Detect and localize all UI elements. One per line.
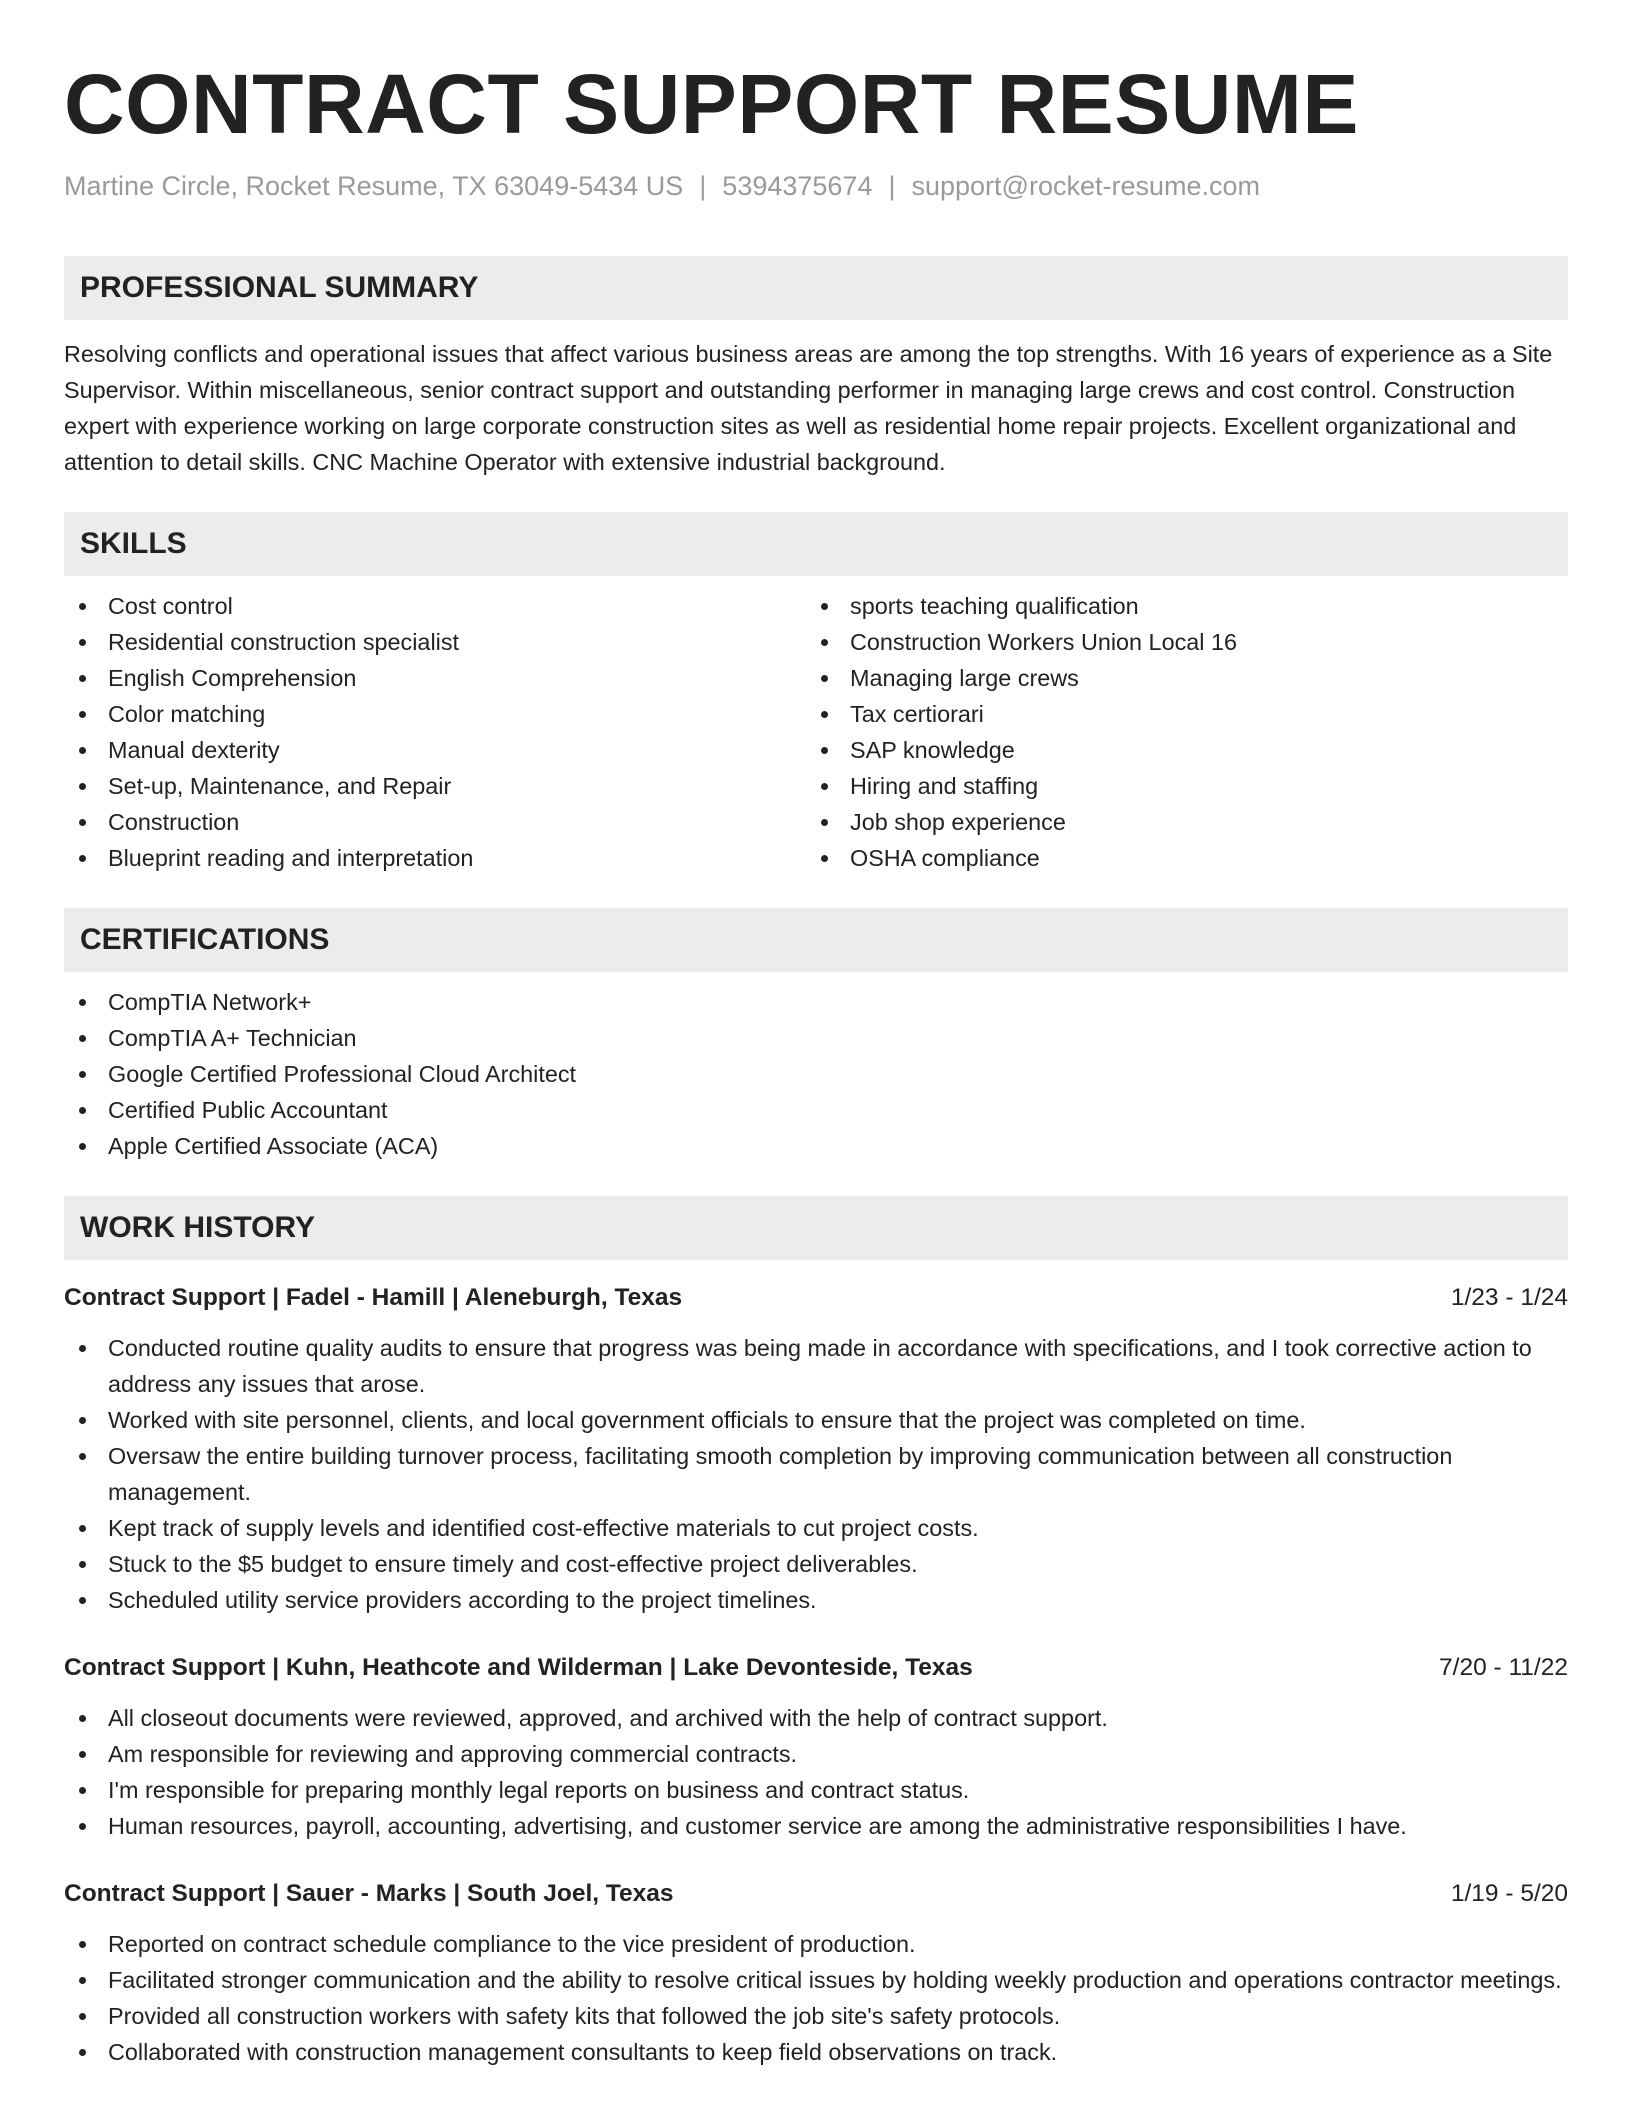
job-bullet: Am responsible for reviewing and approving commercial contracts. <box>64 1736 1568 1772</box>
certification-item: Apple Certified Associate (ACA) <box>64 1128 1568 1164</box>
contact-separator: | <box>888 171 896 201</box>
job-header <box>64 1280 1568 1316</box>
skill-item: Tax certiorari <box>806 696 1548 732</box>
skill-item: SAP knowledge <box>806 732 1548 768</box>
certification-item: CompTIA Network+ <box>64 984 1568 1020</box>
job-dates: 7/20 - 11/22 <box>1439 1654 1568 1681</box>
job-bullet: Collaborated with construction management consultants to keep field observations on track. <box>64 2034 1568 2070</box>
skill-item: Manual dexterity <box>64 732 806 768</box>
resume-title: CONTRACT SUPPORT RESUME <box>64 57 1359 151</box>
professional-summary-section <box>64 256 1568 480</box>
skills-heading: SKILLS <box>64 512 1568 576</box>
summary-text: Resolving conflicts and operational issues that affect various business areas are among the top strengths. With 16 years of experience as a Site Supervisor. Within miscellaneous, senior contract support and outstanding performer in managing large crews and cost control. Construction expert with experience working on large corporate construction sites as well as residential home repair projects. Excellent organizational and attention to detail skills. CNC Machine Operator with extensive industrial background. <box>64 341 1553 475</box>
job-bullet: Worked with site personnel, clients, and local government officials to ensure that the project was completed on time. <box>64 1402 1568 1438</box>
job-bullet: Stuck to the $5 budget to ensure timely and cost-effective project deliverables. <box>64 1546 1568 1582</box>
job-title: Contract Support | Fadel - Hamill | Aleneburgh, Texas <box>64 1284 683 1311</box>
email-text: support@rocket-resume.com <box>911 171 1261 201</box>
certifications-list <box>64 984 1568 1164</box>
job-bullet: Conducted routine quality audits to ensure that progress was being made in accordance with specifications, and I took corrective action to address any issues that arose. <box>64 1330 1568 1402</box>
contact-separator: | <box>699 171 707 201</box>
skill-item: Construction <box>64 804 806 840</box>
job-title: Contract Support | Sauer - Marks | South Joel, Texas <box>64 1880 674 1907</box>
summary-heading: PROFESSIONAL SUMMARY <box>64 256 1568 320</box>
skills-section <box>64 512 1568 876</box>
skill-item: Set-up, Maintenance, and Repair <box>64 768 806 804</box>
job-title: Contract Support | Kuhn, Heathcote and Wilderman | Lake Devonteside, Texas <box>64 1654 973 1681</box>
phone-text: 5394375674 <box>722 171 873 201</box>
address-text: Martine Circle, Rocket Resume, TX 63049-5434 US <box>64 171 684 201</box>
skills-grid <box>64 588 1568 876</box>
work-history-section <box>64 1196 1568 2070</box>
job-dates: 1/19 - 5/20 <box>1450 1880 1568 1907</box>
job-bullet: I'm responsible for preparing monthly legal reports on business and contract status. <box>64 1772 1568 1808</box>
job-header <box>64 1650 1568 1686</box>
skill-item: Blueprint reading and interpretation <box>64 840 806 876</box>
skill-item: Managing large crews <box>806 660 1548 696</box>
skill-item: Construction Workers Union Local 16 <box>806 624 1548 660</box>
skills-list-left <box>64 588 806 876</box>
skill-item: Cost control <box>64 588 806 624</box>
certifications-section <box>64 908 1568 1164</box>
job-bullets <box>64 1926 1568 2070</box>
skill-item: Residential construction specialist <box>64 624 806 660</box>
contact-line <box>64 168 1568 204</box>
skill-item: Job shop experience <box>806 804 1548 840</box>
certifications-heading: CERTIFICATIONS <box>64 908 1568 972</box>
job-bullet: All closeout documents were reviewed, approved, and archived with the help of contract support. <box>64 1700 1568 1736</box>
job-bullet: Kept track of supply levels and identified cost-effective materials to cut project costs. <box>64 1510 1568 1546</box>
skill-item: sports teaching qualification <box>806 588 1548 624</box>
job-entry <box>64 1876 1568 2070</box>
job-bullet: Scheduled utility service providers according to the project timelines. <box>64 1582 1568 1618</box>
job-bullet: Oversaw the entire building turnover process, facilitating smooth completion by improving communication between all construction management. <box>64 1438 1568 1510</box>
job-bullet: Facilitated stronger communication and the ability to resolve critical issues by holding weekly production and operations contractor meetings. <box>64 1962 1568 1998</box>
skill-item: English Comprehension <box>64 660 806 696</box>
work-history-heading: WORK HISTORY <box>64 1196 1568 1260</box>
job-bullet: Provided all construction workers with safety kits that followed the job site's safety protocols. <box>64 1998 1568 2034</box>
skill-item: Hiring and staffing <box>806 768 1548 804</box>
job-dates: 1/23 - 1/24 <box>1450 1284 1568 1311</box>
job-bullet: Human resources, payroll, accounting, advertising, and customer service are among the administrative responsibilities I have. <box>64 1808 1568 1844</box>
job-bullets <box>64 1700 1568 1844</box>
certification-item: CompTIA A+ Technician <box>64 1020 1568 1056</box>
job-entry <box>64 1280 1568 1618</box>
skills-list-right <box>806 588 1548 876</box>
job-bullet: Reported on contract schedule compliance to the vice president of production. <box>64 1926 1568 1962</box>
certification-item: Google Certified Professional Cloud Architect <box>64 1056 1568 1092</box>
job-header <box>64 1876 1568 1912</box>
certification-item: Certified Public Accountant <box>64 1092 1568 1128</box>
skill-item: OSHA compliance <box>806 840 1548 876</box>
job-entry <box>64 1650 1568 1844</box>
job-bullets <box>64 1330 1568 1618</box>
skill-item: Color matching <box>64 696 806 732</box>
